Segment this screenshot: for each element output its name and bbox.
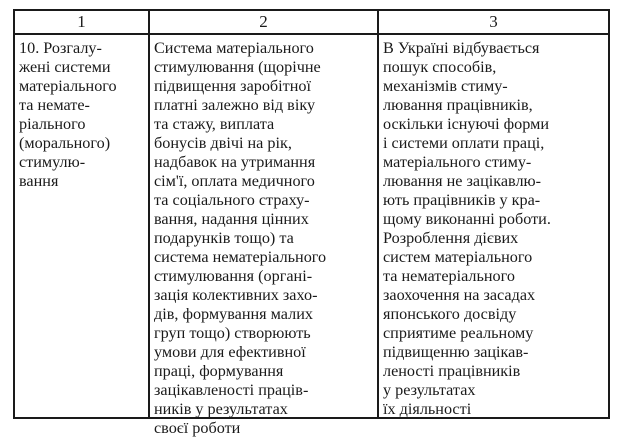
column-header-2: 2 bbox=[149, 10, 378, 34]
text-line: та соціального страху- bbox=[154, 191, 310, 209]
text-line: їх діяльності bbox=[383, 400, 472, 418]
text-line: зація колективних захо- bbox=[154, 286, 318, 304]
text-line: та нематеріального bbox=[383, 267, 515, 285]
text-line: та стажу, виплата bbox=[154, 115, 275, 133]
text-line: сім'ї, оплата медичного bbox=[154, 172, 315, 190]
cell-col1-text bbox=[15, 35, 148, 417]
text-line: і системи оплати праці, bbox=[383, 134, 545, 152]
text-line: лювання не зацікавлю- bbox=[383, 172, 542, 190]
text-line: подарунків тощо) та bbox=[154, 229, 294, 247]
cell-col3 bbox=[378, 34, 609, 418]
text-line: стимулю- bbox=[19, 153, 86, 171]
text-line: зацікавленості праців- bbox=[154, 381, 309, 399]
text-line: сприятиме реальному bbox=[383, 324, 534, 342]
text-line: надбавок на утримання bbox=[154, 153, 316, 171]
text-line: підвищення заробітної bbox=[154, 77, 311, 95]
text-line: (морального) bbox=[19, 134, 111, 152]
text-line: стимулювання (щорічне bbox=[154, 58, 321, 76]
text-line: Система матеріального bbox=[154, 39, 314, 57]
text-line: вання, надання цінних bbox=[154, 210, 309, 228]
cell-col1 bbox=[14, 34, 149, 418]
text-line: ють працівників у кра- bbox=[383, 191, 541, 209]
text-line: жені системи bbox=[19, 58, 111, 76]
text-line: механізмів стиму- bbox=[383, 77, 508, 95]
text-line: ників у результатах bbox=[154, 400, 288, 418]
text-line: пошук способів, bbox=[383, 58, 497, 76]
text-line: леності працівників bbox=[383, 362, 521, 380]
text-line: матеріального стиму- bbox=[383, 153, 532, 171]
text-line: у результатах bbox=[383, 381, 476, 399]
column-header-3: 3 bbox=[378, 10, 609, 34]
document-table bbox=[13, 9, 610, 437]
text-line: стимулювання (органі- bbox=[154, 267, 313, 285]
text-line: праці, формування bbox=[154, 362, 284, 380]
text-line: та немате- bbox=[19, 96, 90, 114]
table-row bbox=[14, 34, 609, 418]
text-line: бонусів двічі на рік, bbox=[154, 134, 292, 152]
text-line: дів, формування малих bbox=[154, 305, 313, 323]
text-line: ріального bbox=[19, 115, 86, 133]
text-line: Розроблення дієвих bbox=[383, 229, 519, 247]
text-line: японського досвіду bbox=[383, 305, 517, 323]
text-line: оскільки існуючі форми bbox=[383, 115, 550, 133]
cell-col2 bbox=[149, 34, 378, 437]
text-line: В Україні відбувається bbox=[383, 39, 540, 57]
text-line: заохочення на засадах bbox=[383, 286, 536, 304]
text-line: 10. Розгалу- bbox=[19, 39, 102, 57]
text-line: умови для ефективної bbox=[154, 343, 306, 361]
text-line: підвищенню зацікав- bbox=[383, 343, 529, 361]
text-line: своєї роботи bbox=[154, 419, 241, 437]
header-row bbox=[14, 10, 609, 34]
text-line: система нематеріального bbox=[154, 248, 327, 266]
text-line: груп тощо) створюють bbox=[154, 324, 311, 342]
text-line: щому виконанні роботи. bbox=[383, 210, 551, 228]
cell-col3-text bbox=[379, 35, 608, 417]
text-line: вання bbox=[19, 172, 59, 190]
text-line: платні залежно від віку bbox=[154, 96, 316, 114]
cell-col2-text bbox=[150, 35, 377, 437]
text-line: систем матеріального bbox=[383, 248, 533, 266]
column-header-1: 1 bbox=[14, 10, 149, 34]
text-line: матеріального bbox=[19, 77, 117, 95]
text-line: лювання працівників, bbox=[383, 96, 533, 114]
